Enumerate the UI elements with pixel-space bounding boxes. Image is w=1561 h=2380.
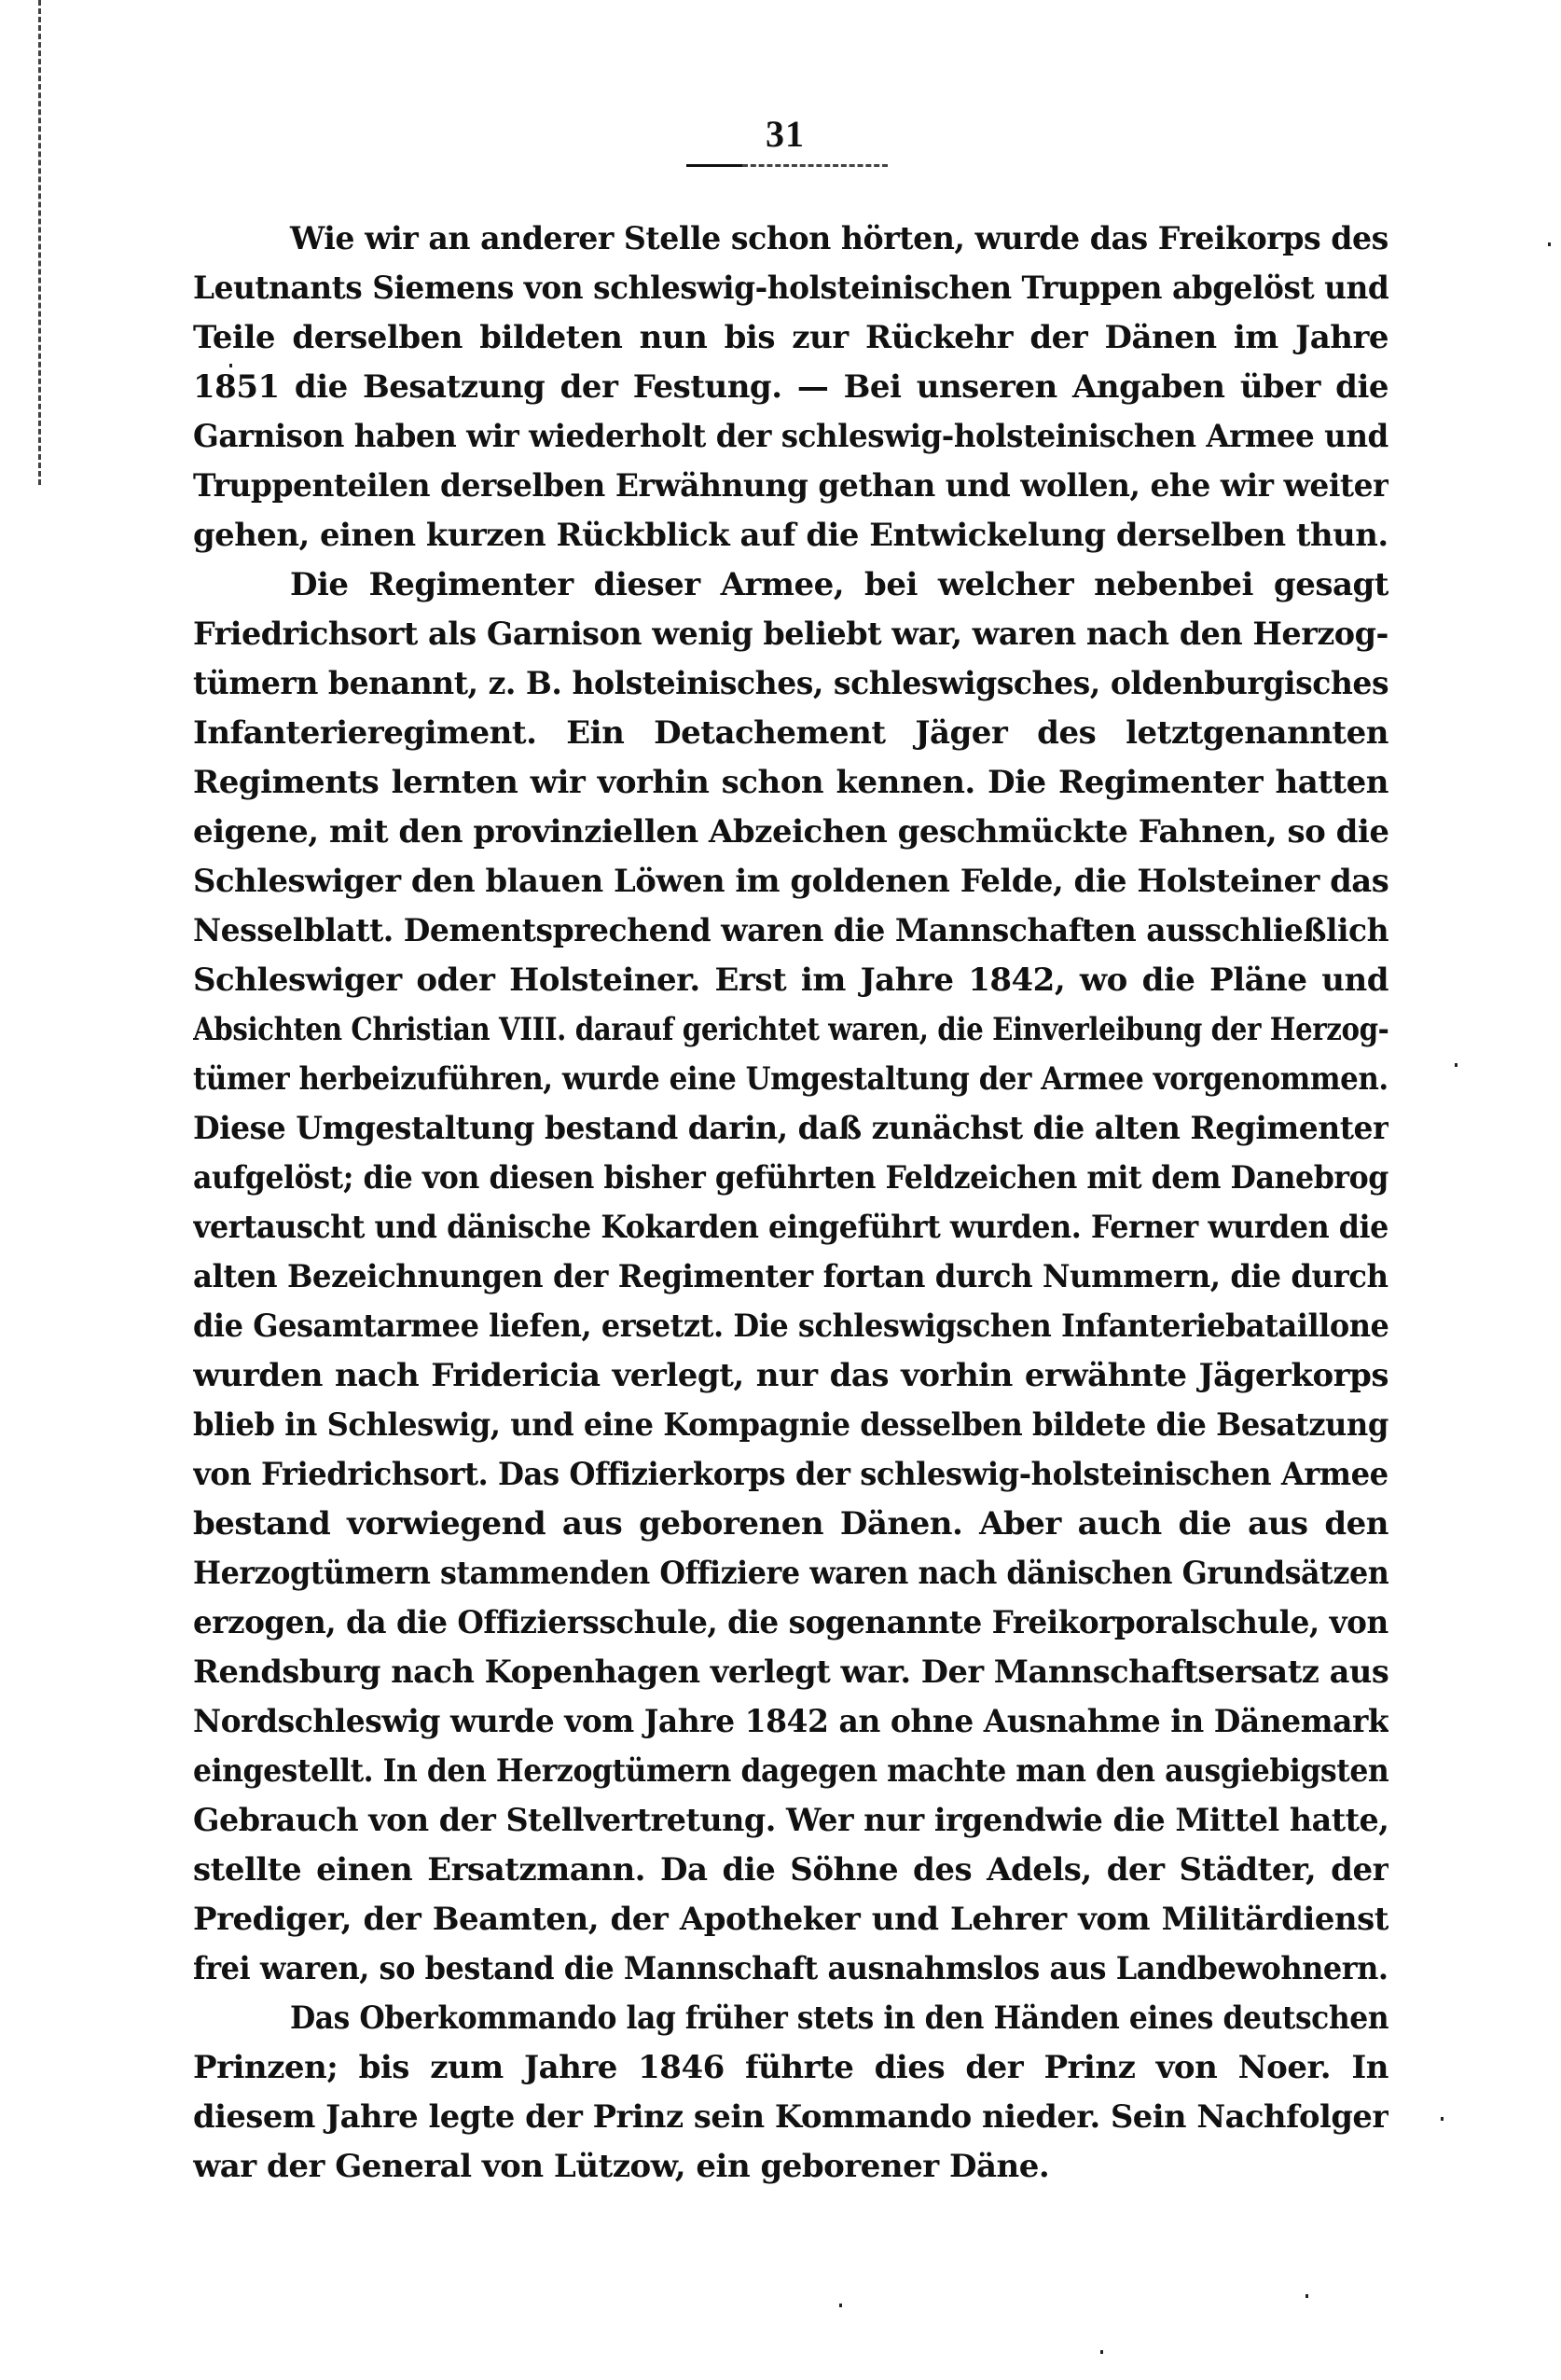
text-line: gehen, einen kurzen Rückblick auf die Entwickelung derselben thun. [193, 517, 1388, 554]
scan-speck [1305, 2294, 1308, 2298]
text-line: vertauscht und dänische Kokarden eingeführt wurden. Ferner wurden die [193, 1209, 1388, 1246]
text-line: Infanterieregiment. Ein Detachement Jäger des letztgenannten [193, 714, 1388, 752]
text-line: Das Oberkommando lag früher stets in den Händen eines deutschen [290, 1999, 1388, 2037]
text-line: Rendsburg nach Kopenhagen verlegt war. Der Mannschaftsersatz aus [193, 1654, 1388, 1691]
paragraph-3 [193, 1994, 1388, 2192]
text-line: bestand vorwiegend aus geborenen Dänen. Aber auch die aus den [193, 1505, 1388, 1543]
page-number: 31 [766, 113, 805, 155]
text-line: frei waren, so bestand die Mannschaft ausnahmslos aus Landbewohnern. [193, 1950, 1388, 1987]
text-line: eigene, mit den provinziellen Abzeichen geschmückte Fahnen, so die [193, 813, 1388, 851]
text-line: Friedrichsort als Garnison wenig beliebt war, waren nach den Herzog- [193, 616, 1388, 653]
text-line: alten Bezeichnungen der Regimenter fortan durch Nummern, die durch [193, 1258, 1388, 1295]
paragraph-2 [193, 560, 1388, 1994]
text-line: diesem Jahre legte der Prinz sein Kommando nieder. Sein Nachfolger [193, 2098, 1388, 2136]
text-line: Schleswiger oder Holsteiner. Erst im Jahre 1842, wo die Pläne und [193, 962, 1388, 999]
scan-speck [1100, 2350, 1103, 2354]
text-line: 1851 die Besatzung der Festung. — Bei unseren Angaben über die [193, 368, 1388, 406]
scan-speck [229, 364, 232, 367]
text-line: aufgelöst; die von diesen bisher geführten Feldzeichen mit dem Danebrog [193, 1159, 1388, 1197]
scan-speck [1441, 2117, 1444, 2121]
paragraph-1 [193, 214, 1388, 560]
text-line: die Gesamtarmee liefen, ersetzt. Die schleswigschen Infanteriebataillone [193, 1308, 1388, 1345]
text-line: wurden nach Fridericia verlegt, nur das vorhin erwähnte Jägerkorps [193, 1357, 1388, 1394]
header-rule-dotted [742, 164, 888, 167]
scan-speck [1455, 1063, 1457, 1067]
text-line: Leutnants Siemens von schleswig-holsteinischen Truppen abgelöst und [193, 270, 1388, 307]
text-line: Nesselblatt. Dementsprechend waren die Mannschaften ausschließlich [193, 912, 1388, 949]
text-line: Wie wir an anderer Stelle schon hörten, wurde das Freikorps des [290, 220, 1388, 257]
text-line: Diese Umgestaltung bestand darin, daß zunächst die alten Regimenter [193, 1110, 1388, 1147]
text-line: Teile derselben bildeten nun bis zur Rückehr der Dänen im Jahre [193, 319, 1388, 356]
text-line: Regiments lernten wir vorhin schon kennen. Die Regimenter hatten [193, 764, 1388, 801]
text-line: Die Regimenter dieser Armee, bei welcher nebenbei gesagt [290, 566, 1388, 603]
text-line: war der General von Lützow, ein geborener Däne. [193, 2148, 1050, 2185]
text-line: Gebrauch von der Stellvertretung. Wer nur irgendwie die Mittel hatte, [193, 1802, 1388, 1839]
text-line: tümer herbeizuführen, wurde eine Umgestaltung der Armee vorgenommen. [193, 1060, 1388, 1098]
text-line: Schleswiger den blauen Löwen im goldenen Felde, die Holsteiner das [193, 863, 1388, 900]
scan-speck [1548, 242, 1551, 246]
scan-edge-artifact [38, 0, 41, 485]
header-rule [686, 164, 888, 167]
text-line: erzogen, da die Offiziersschule, die sogenannte Freikorporalschule, von [193, 1604, 1388, 1641]
body-text [193, 214, 1388, 2192]
text-line: von Friedrichsort. Das Offizierkorps der schleswig-holsteinischen Armee [193, 1456, 1388, 1493]
text-line: eingestellt. In den Herzogtümern dagegen machte man den ausgiebigsten [193, 1752, 1388, 1790]
text-line: Nordschleswig wurde vom Jahre 1842 an ohne Ausnahme in Dänemark [193, 1703, 1388, 1740]
text-line: Truppenteilen derselben Erwähnung gethan und wollen, ehe wir weiter [193, 467, 1388, 505]
scan-speck [839, 2304, 842, 2307]
text-line: blieb in Schleswig, und eine Kompagnie desselben bildete die Besatzung [193, 1406, 1388, 1444]
text-line: Absichten Christian VIII. darauf gerichtet waren, die Einverleibung der Herzog- [193, 1011, 1388, 1048]
text-line: tümern benannt, z. B. holsteinisches, schleswigsches, oldenburgisches [193, 665, 1388, 702]
text-line: Prediger, der Beamten, der Apotheker und Lehrer vom Militärdienst [193, 1901, 1388, 1938]
text-line: Herzogtümern stammenden Offiziere waren nach dänischen Grundsätzen [193, 1555, 1388, 1592]
text-line: stellte einen Ersatzmann. Da die Söhne des Adels, der Städter, der [193, 1851, 1388, 1889]
text-line: Prinzen; bis zum Jahre 1846 führte dies der Prinz von Noer. In [193, 2049, 1388, 2086]
text-line: Garnison haben wir wiederholt der schleswig-holsteinischen Armee und [193, 418, 1388, 455]
